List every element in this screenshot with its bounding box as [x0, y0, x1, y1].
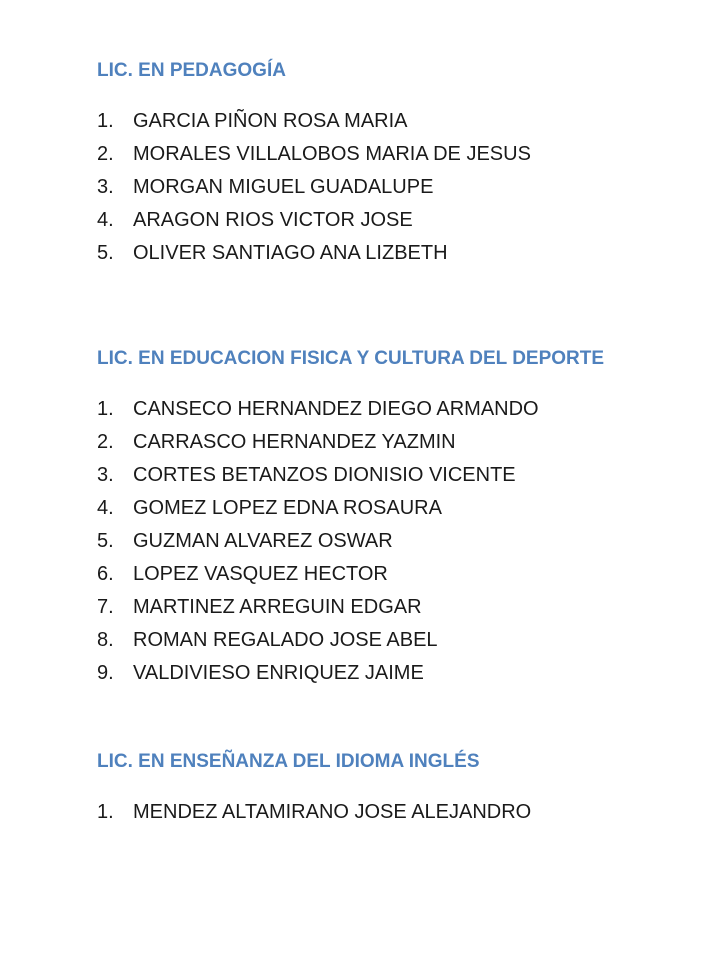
list-item	[97, 624, 697, 657]
student-name: CANSECO HERNANDEZ DIEGO ARMANDO	[133, 398, 539, 420]
item-number: 5.	[97, 530, 114, 552]
list-item	[97, 525, 697, 558]
list-item	[97, 237, 697, 270]
item-number: 4.	[97, 209, 114, 231]
section-educacion-fisica	[97, 347, 697, 690]
item-number: 6.	[97, 563, 114, 585]
student-name: MENDEZ ALTAMIRANO JOSE ALEJANDRO	[133, 801, 532, 823]
list-item	[97, 393, 697, 426]
student-name: MORALES VILLALOBOS MARIA DE JESUS	[133, 143, 531, 165]
student-list	[97, 796, 697, 829]
student-name: VALDIVIESO ENRIQUEZ JAIME	[133, 662, 424, 684]
item-number: 4.	[97, 497, 114, 519]
item-number: 1.	[97, 801, 114, 823]
student-name: CARRASCO HERNANDEZ YAZMIN	[133, 431, 456, 453]
student-name: ROMAN REGALADO JOSE ABEL	[133, 629, 438, 651]
list-item	[97, 657, 697, 690]
student-name: GARCIA PIÑON ROSA MARIA	[133, 110, 408, 132]
section-title: LIC. EN PEDAGOGÍA	[97, 60, 286, 81]
item-number: 5.	[97, 242, 114, 264]
student-name: GOMEZ LOPEZ EDNA ROSAURA	[133, 497, 442, 519]
student-name: CORTES BETANZOS DIONISIO VICENTE	[133, 464, 516, 486]
student-name: MARTINEZ ARREGUIN EDGAR	[133, 596, 422, 618]
item-number: 8.	[97, 629, 114, 651]
list-item	[97, 492, 697, 525]
item-number: 7.	[97, 596, 114, 618]
item-number: 2.	[97, 143, 114, 165]
student-list	[97, 393, 697, 690]
list-item	[97, 796, 697, 829]
student-list	[97, 105, 697, 270]
student-name: OLIVER SANTIAGO ANA LIZBETH	[133, 242, 448, 264]
list-item	[97, 459, 697, 492]
student-name: GUZMAN ALVAREZ OSWAR	[133, 530, 393, 552]
section-pedagogia	[97, 59, 697, 270]
list-item	[97, 171, 697, 204]
student-name: LOPEZ VASQUEZ HECTOR	[133, 563, 388, 585]
section-ingles	[97, 750, 697, 829]
list-item	[97, 138, 697, 171]
section-title: LIC. EN EDUCACION FISICA Y CULTURA DEL DEPORTE	[97, 348, 605, 369]
list-item	[97, 558, 697, 591]
item-number: 9.	[97, 662, 114, 684]
item-number: 1.	[97, 398, 114, 420]
list-item	[97, 426, 697, 459]
item-number: 3.	[97, 176, 114, 198]
student-name: ARAGON RIOS VICTOR JOSE	[133, 209, 413, 231]
list-item	[97, 105, 697, 138]
item-number: 3.	[97, 464, 114, 486]
section-title: LIC. EN ENSEÑANZA DEL IDIOMA INGLÉS	[97, 751, 480, 772]
item-number: 1.	[97, 110, 114, 132]
student-name: MORGAN MIGUEL GUADALUPE	[133, 176, 434, 198]
list-item	[97, 204, 697, 237]
list-item	[97, 591, 697, 624]
item-number: 2.	[97, 431, 114, 453]
